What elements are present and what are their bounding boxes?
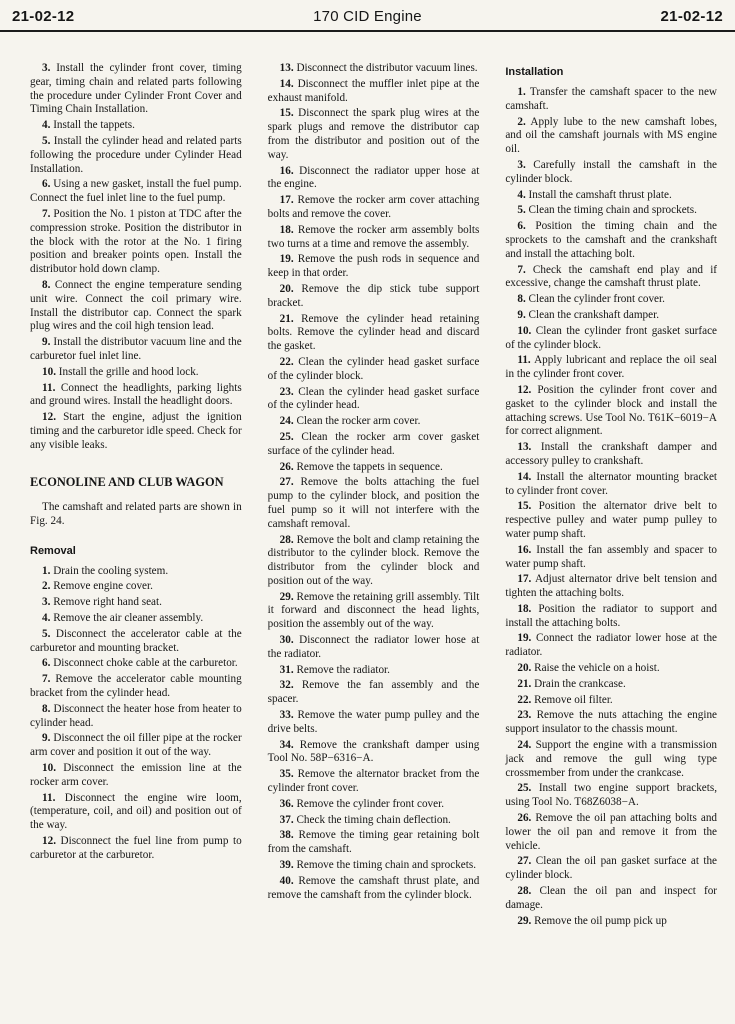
step-number: 1. <box>42 564 51 577</box>
step-number: 14. <box>279 77 294 90</box>
step-number: 6. <box>517 220 526 233</box>
step-text: Connect the headlights, parking lights and ground wires. Install the headlight doors. <box>30 381 242 408</box>
page-number-left: 21-02-12 <box>12 7 75 25</box>
step-number: 11. <box>42 791 56 804</box>
step-text: Disconnect the oil filler pipe at the rocker arm cover and position it out of the way. <box>30 732 242 759</box>
step-number: 22. <box>517 693 532 706</box>
step-text: Install the alternator mounting bracket to cylinder front cover. <box>505 470 718 497</box>
section-heading-econoline: ECONOLINE AND CLUB WAGON <box>30 474 224 489</box>
step-item <box>268 709 480 737</box>
step-text: Remove the water pump pulley and the drive belts. <box>267 709 480 735</box>
step-item <box>505 603 717 631</box>
step-item <box>505 159 717 187</box>
step-number: 21. <box>517 677 532 690</box>
step-number: 36. <box>279 797 294 810</box>
step-number: 23. <box>279 385 294 398</box>
step-number: 12. <box>517 383 532 396</box>
step-number: 31. <box>279 663 294 676</box>
step-text: Disconnect the muffler inlet pipe at the exhaust manifold. <box>267 77 480 104</box>
step-number: 8. <box>42 278 51 291</box>
step-item <box>268 386 480 414</box>
step-text: Clean the timing chain and sprockets. <box>528 204 697 217</box>
step-number: 3. <box>42 62 51 74</box>
step-text: Remove right hand seat. <box>53 596 162 609</box>
step-text: Remove the cylinder front cover. <box>296 797 445 810</box>
step-item <box>268 253 480 281</box>
step-item <box>30 762 242 790</box>
step-text: Install the cylinder front cover, timing gear, timing chain and related parts following the procedure under Cylinder Front Cover and Timing Chain Installation. <box>30 62 242 116</box>
step-number: 5. <box>42 627 51 640</box>
step-text: Apply lube to the new camshaft lobes, and oil the camshaft journals with MS engine oil. <box>505 115 718 156</box>
step-text: Remove the cylinder head retaining bolts. Remove the cylinder head and discard the gasket. <box>267 312 480 353</box>
step-number: 16. <box>517 543 532 556</box>
step-number: 9. <box>517 308 526 321</box>
step-text: Clean the rocker arm cover gasket surface of the cylinder head. <box>267 430 480 457</box>
step-text: Install the grille and hood lock. <box>58 365 199 378</box>
step-item <box>30 336 242 364</box>
step-text: Remove the bolt and clamp retaining the distributor to the cylinder block. Remove the distributor from the cylinder block and position out of the way. <box>267 533 480 587</box>
step-number: 30. <box>279 634 294 647</box>
step-text: Remove the crankshaft damper using Tool No. 58P−6316−A. <box>267 738 480 765</box>
step-item <box>505 220 717 261</box>
step-number: 18. <box>279 223 294 236</box>
step-item <box>30 62 242 117</box>
step-text: Connect the radiator lower hose at the radiator. <box>505 632 718 659</box>
step-text: Install the fan assembly and spacer to water pump shaft. <box>505 543 718 570</box>
page-number-right: 21-02-12 <box>660 7 723 25</box>
step-number: 4. <box>42 119 51 132</box>
step-number: 29. <box>279 590 294 603</box>
step-number: 17. <box>517 573 532 586</box>
step-item <box>30 208 242 277</box>
step-number: 2. <box>517 115 526 128</box>
step-number: 5. <box>42 134 51 147</box>
step-list <box>30 565 242 863</box>
step-item <box>505 384 717 439</box>
step-text: Start the engine, adjust the ignition timing and the carburetor idle speed. Check for any visible leaks. <box>30 411 242 451</box>
step-item <box>505 678 717 692</box>
step-text: Check the camshaft end play and if excessive, change the camshaft thrust plate. <box>505 263 718 290</box>
step-text: Position the alternator drive belt to respective pulley and water pump pulley to water pump shaft. <box>505 500 718 540</box>
step-number: 38. <box>279 829 294 842</box>
step-item <box>268 768 480 796</box>
step-number: 37. <box>279 813 294 826</box>
step-item <box>30 657 242 671</box>
column-2 <box>268 62 480 930</box>
step-item <box>268 283 480 311</box>
step-item <box>268 431 480 459</box>
step-list <box>30 62 242 453</box>
step-item <box>505 632 717 660</box>
step-item <box>30 596 242 610</box>
step-item <box>505 544 717 572</box>
step-item <box>30 835 242 863</box>
step-item <box>505 86 717 114</box>
step-text: Remove engine cover. <box>53 580 153 593</box>
step-item <box>505 812 717 853</box>
step-text: Remove the timing gear retaining bolt from the camshaft. <box>267 829 480 856</box>
step-number: 12. <box>42 411 56 424</box>
step-text: Clean the rocker arm cover. <box>296 415 421 428</box>
step-number: 10. <box>42 761 56 774</box>
step-text: Remove the oil pump pick up <box>534 914 667 927</box>
text-columns <box>30 62 717 930</box>
step-text: Disconnect the radiator upper hose at the engine. <box>267 164 480 191</box>
step-text: Install the cylinder head and related parts following the procedure under Cylinder Head Installation. <box>30 134 242 175</box>
step-item <box>505 662 717 676</box>
step-item <box>30 565 242 579</box>
step-text: Clean the crankshaft damper. <box>528 308 660 321</box>
step-text: Remove the air cleaner assembly. <box>53 612 204 624</box>
step-text: Disconnect the emission line at the rocker arm cover. <box>30 761 242 788</box>
step-item <box>30 382 242 410</box>
step-number: 9. <box>42 336 51 349</box>
step-item <box>30 703 242 731</box>
step-number: 13. <box>279 62 294 74</box>
step-item <box>30 612 242 626</box>
step-number: 33. <box>279 709 294 722</box>
step-number: 13. <box>517 441 532 454</box>
step-number: 23. <box>517 709 532 722</box>
step-number: 32. <box>279 679 294 692</box>
step-item <box>268 107 480 162</box>
step-text: Position the timing chain and the sprockets to the camshaft and the crankshaft and install the attaching bolt. <box>505 220 718 260</box>
step-item <box>268 814 480 828</box>
step-number: 25. <box>517 782 532 795</box>
step-number: 17. <box>279 194 294 207</box>
step-text: Connect the engine temperature sending unit wire. Connect the coil primary wire. Install the distributor cap. Connect the spark plug wires and the coil high tension lead. <box>30 278 242 333</box>
step-item <box>268 165 480 193</box>
step-text: Clean the oil pan gasket surface at the cylinder block. <box>505 855 718 882</box>
step-number: 8. <box>517 293 526 306</box>
step-item <box>30 411 242 452</box>
step-text: Check the timing chain deflection. <box>296 813 451 826</box>
step-text: Install the crankshaft damper and accessory pulley to crankshaft. <box>505 441 718 467</box>
step-item <box>268 62 480 76</box>
step-list <box>268 62 480 902</box>
step-item <box>30 792 242 833</box>
step-item <box>30 673 242 701</box>
step-text: Clean the cylinder head gasket surface of the cylinder block. <box>267 355 480 382</box>
step-text: Remove the timing chain and sprockets. <box>296 859 477 872</box>
header-rule <box>0 30 735 32</box>
step-item <box>505 441 717 469</box>
step-item <box>268 875 480 903</box>
step-number: 8. <box>42 702 51 715</box>
column-3 <box>505 62 717 930</box>
step-item <box>505 116 717 157</box>
page-title: 170 CID Engine <box>313 7 422 25</box>
step-text: Support the engine with a transmission jack and remove the gull wing type crossmember from under the crankcase. <box>505 739 718 779</box>
step-item <box>268 476 480 531</box>
step-text: Remove the dip stick tube support bracket. <box>267 282 480 309</box>
step-number: 24. <box>279 415 294 428</box>
step-number: 10. <box>42 365 56 378</box>
step-number: 18. <box>517 602 532 615</box>
step-item <box>268 679 480 707</box>
step-text: Position the No. 1 piston at TDC after the compression stroke. Position the distributor in the block with the rotor at the No. 1 firing position and breaker points open. Install the distributor hold down clamp. <box>30 207 242 276</box>
step-text: Drain the cooling system. <box>53 564 169 577</box>
step-text: Remove the retaining grill assembly. Tilt it forward and disconnect the head lights, position the assembly out of the way. <box>267 590 480 631</box>
step-number: 6. <box>42 657 51 670</box>
page-header <box>12 4 723 28</box>
step-item <box>505 573 717 601</box>
step-text: Remove the push rods in sequence and keep in that order. <box>267 253 480 280</box>
step-item <box>268 313 480 354</box>
step-number: 22. <box>279 355 294 368</box>
step-item <box>268 859 480 873</box>
step-text: Disconnect the fuel line from pump to carburetor at the carburetor. <box>30 834 242 861</box>
step-item <box>505 694 717 708</box>
step-number: 12. <box>42 834 56 847</box>
step-number: 2. <box>42 580 51 593</box>
step-number: 19. <box>517 632 532 645</box>
step-number: 20. <box>279 282 294 295</box>
step-item <box>30 119 242 133</box>
step-number: 20. <box>517 662 532 675</box>
step-item <box>30 279 242 334</box>
step-item <box>30 732 242 760</box>
step-number: 7. <box>42 207 51 220</box>
step-number: 4. <box>517 188 526 201</box>
step-number: 25. <box>279 430 294 443</box>
step-number: 16. <box>279 164 294 177</box>
step-item <box>268 356 480 384</box>
step-item <box>505 915 717 929</box>
step-list <box>505 86 717 928</box>
step-text: Disconnect the radiator lower hose at the radiator. <box>267 634 480 660</box>
step-number: 26. <box>517 812 532 825</box>
column-1 <box>30 62 242 930</box>
step-text: Remove the fan assembly and the spacer. <box>267 679 480 706</box>
step-text: Remove the rocker arm cover attaching bolts and remove the cover. <box>267 194 480 220</box>
step-number: 15. <box>517 500 532 513</box>
step-item <box>505 885 717 913</box>
step-item <box>30 580 242 594</box>
step-item <box>505 471 717 499</box>
step-item <box>505 739 717 780</box>
step-item <box>268 415 480 429</box>
step-text: Disconnect the heater hose from heater to cylinder head. <box>30 702 242 729</box>
step-number: 11. <box>517 354 531 367</box>
step-text: Install two engine support brackets, using Tool No. T68Z6038−A. <box>505 782 718 809</box>
step-text: Remove the radiator. <box>296 663 390 676</box>
step-item <box>505 500 717 541</box>
step-item <box>30 366 242 380</box>
step-text: Remove the rocker arm assembly bolts two turns at a time and remove the assembly. <box>267 223 480 250</box>
step-text: Position the cylinder front cover and gasket to the cylinder block and install the attaching screws. Use Tool No. T61K−6019−A for correct alignment. <box>505 383 718 438</box>
step-text: Disconnect the accelerator cable at the carburetor and mounting bracket. <box>30 627 242 654</box>
step-text: Remove the accelerator cable mounting bracket from the cylinder head. <box>30 673 242 699</box>
step-text: Remove oil filter. <box>534 693 613 706</box>
step-number: 28. <box>279 533 294 546</box>
step-text: Install the tappets. <box>53 119 135 132</box>
step-item <box>30 135 242 176</box>
step-item <box>268 829 480 857</box>
step-text: Disconnect the spark plug wires at the spark plugs and remove the distributor cap from the distributor and position out of the way. <box>267 107 480 161</box>
step-number: 15. <box>279 107 294 120</box>
step-number: 7. <box>42 673 51 686</box>
step-item <box>268 78 480 106</box>
step-item <box>30 178 242 206</box>
section-intro: The camshaft and related parts are shown in Fig. 24. <box>30 501 242 527</box>
step-text: Install the distributor vacuum line and the carburetor fuel inlet line. <box>30 336 242 362</box>
step-number: 19. <box>279 253 294 266</box>
step-number: 39. <box>279 859 294 872</box>
step-number: 11. <box>42 381 56 394</box>
step-item <box>268 224 480 252</box>
step-number: 40. <box>279 874 294 887</box>
step-number: 26. <box>279 460 294 473</box>
step-item <box>268 194 480 222</box>
step-number: 28. <box>517 885 532 898</box>
step-text: Clean the cylinder head gasket surface of the cylinder head. <box>267 385 480 412</box>
step-item <box>505 293 717 307</box>
step-item <box>30 628 242 656</box>
section-heading-installation: Installation <box>505 66 564 78</box>
step-number: 6. <box>42 178 51 191</box>
step-text: Remove the tappets in sequence. <box>296 460 443 473</box>
step-text: Remove the oil pan attaching bolts and lower the oil pan and remove it from the vehicle. <box>505 812 718 852</box>
step-text: Raise the vehicle on a hoist. <box>534 662 660 675</box>
step-item <box>268 634 480 662</box>
step-item <box>505 855 717 883</box>
step-number: 5. <box>517 204 526 217</box>
step-number: 27. <box>517 855 532 868</box>
step-text: Install the camshaft thrust plate. <box>528 188 672 201</box>
step-number: 14. <box>517 470 532 483</box>
step-item <box>505 309 717 323</box>
step-item <box>505 782 717 810</box>
step-text: Drain the crankcase. <box>534 677 626 690</box>
step-text: Carefully install the camshaft in the cylinder block. <box>505 158 718 185</box>
step-number: 35. <box>279 768 294 781</box>
step-text: Position the radiator to support and install the attaching bolts. <box>505 602 718 629</box>
step-item <box>268 534 480 589</box>
step-number: 1. <box>517 86 526 98</box>
step-text: Disconnect the engine wire loom, (temperature, coil, and oil) and position out of the way. <box>30 791 242 832</box>
step-number: 4. <box>42 612 51 624</box>
section-heading-removal: Removal <box>30 544 76 557</box>
step-text: Remove the camshaft thrust plate, and remove the camshaft from the cylinder block. <box>267 874 480 901</box>
step-number: 21. <box>279 312 294 325</box>
step-number: 3. <box>517 158 526 171</box>
step-text: Clean the cylinder front gasket surface of the cylinder block. <box>505 324 718 351</box>
step-text: Disconnect choke cable at the carburetor. <box>53 657 238 670</box>
step-text: Disconnect the distributor vacuum lines. <box>296 62 478 74</box>
spacer <box>30 531 242 541</box>
step-text: Remove the nuts attaching the engine support insulator to the chassis mount. <box>505 709 718 736</box>
step-number: 9. <box>42 732 51 745</box>
step-item <box>268 739 480 767</box>
step-item <box>268 664 480 678</box>
step-item <box>268 591 480 632</box>
step-text: Adjust alternator drive belt tension and tighten the attaching bolts. <box>505 573 717 600</box>
step-item <box>505 709 717 737</box>
step-text: Remove the alternator bracket from the cylinder front cover. <box>267 768 480 795</box>
step-text: Clean the oil pan and inspect for damage. <box>505 885 718 911</box>
step-number: 34. <box>279 738 294 751</box>
step-number: 3. <box>42 596 51 609</box>
step-item <box>505 264 717 292</box>
step-item <box>505 189 717 203</box>
step-item <box>505 325 717 353</box>
step-item <box>268 461 480 475</box>
step-number: 7. <box>517 263 526 276</box>
step-text: Apply lubricant and replace the oil seal in the cylinder front cover. <box>505 354 718 381</box>
step-number: 24. <box>517 739 532 752</box>
step-number: 29. <box>517 914 532 927</box>
step-number: 10. <box>517 324 532 337</box>
step-item <box>505 354 717 382</box>
step-text: Transfer the camshaft spacer to the new camshaft. <box>505 86 718 112</box>
step-item <box>268 798 480 812</box>
step-text: Remove the bolts attaching the fuel pump to the cylinder block, and position the fuel pump so it will not interfere with the camshaft removal. <box>267 476 480 530</box>
step-number: 27. <box>279 476 294 489</box>
step-text: Using a new gasket, install the fuel pump. Connect the fuel inlet line to the fuel pump. <box>30 178 242 205</box>
step-text: Clean the cylinder front cover. <box>528 293 665 306</box>
step-item <box>505 204 717 218</box>
